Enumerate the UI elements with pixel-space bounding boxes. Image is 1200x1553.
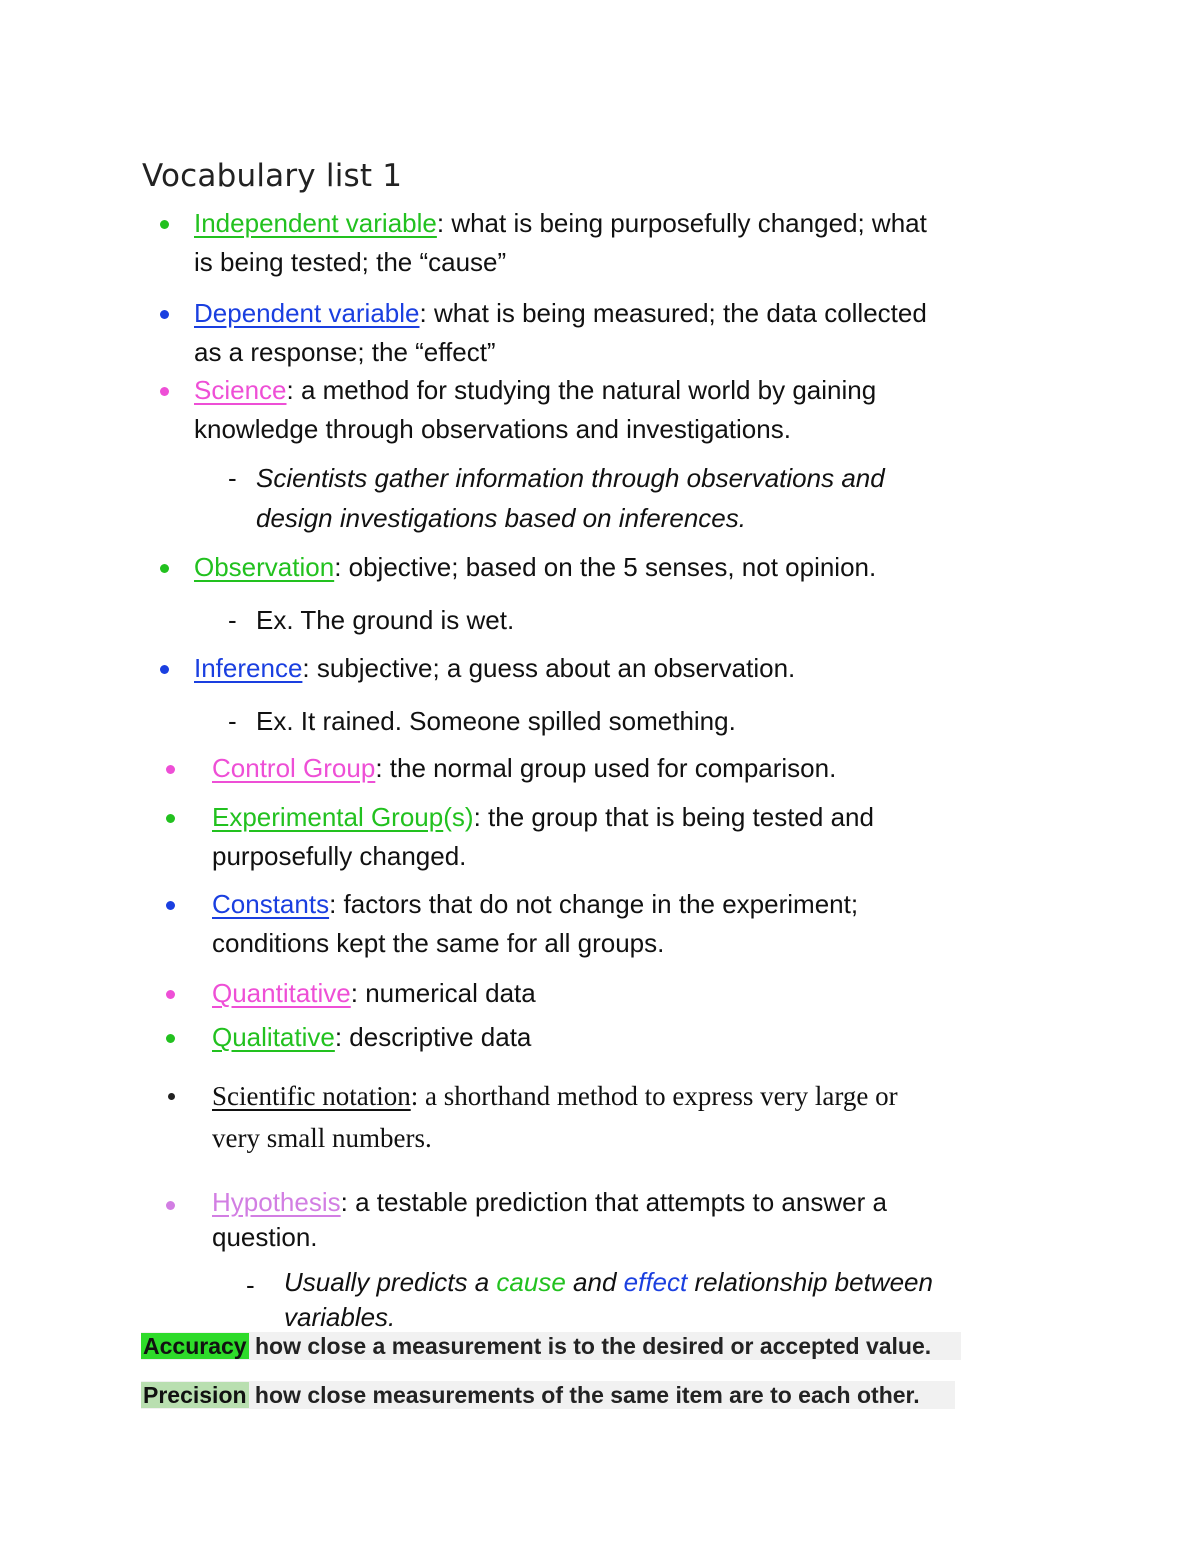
bullet-icon [160,564,169,573]
term-hypothesis: Hypothesis [212,1187,341,1217]
document-title: Vocabulary list 1 [142,158,403,194]
accuracy-definition: Accuracy how close a measurement is to the desired or accepted value. [141,1332,961,1360]
bullet-icon [160,310,169,319]
bullet-icon [166,765,175,774]
bullet-icon [160,220,169,229]
observation-example: Ex. The ground is wet. [256,605,515,635]
list-item: Constants: factors that do not change in the experiment; conditions kept the same for all groups. [212,889,859,958]
note-dash: - [228,605,237,635]
term-quantitative: Quantitative [212,978,351,1008]
term-inference: Inference [194,653,303,683]
list-item: Observation: objective; based on the 5 senses, not opinion. [194,552,877,582]
list-item: Experimental Group(s): the group that is being tested and purposefully changed. [212,802,874,871]
note-dash: - [228,706,237,736]
list-item: Inference: subjective; a guess about an observation. [194,653,796,683]
term-experimental-group: Experimental Group [212,802,444,832]
term-independent-variable: Independent variable [194,208,437,238]
science-note: Scientists gather information through observations and design investigations based on inferences. [256,463,885,533]
list-item: Qualitative: descriptive data [212,1022,532,1052]
bullet-icon [166,814,175,823]
list-item: Scientific notation: a shorthand method to express very large or very small numbers. [212,1081,898,1153]
precision-term: Precision [143,1382,247,1408]
term-qualitative: Qualitative [212,1022,335,1052]
term-scientific-notation: Scientific notation [212,1081,411,1111]
bullet-icon [166,1201,175,1210]
list-item: Hypothesis: a testable prediction that attempts to answer a question. [212,1187,887,1252]
bullet-icon [160,665,169,674]
hypothesis-note: Usually predicts a cause and effect relationship between variables. [284,1267,933,1332]
list-item: Science: a method for studying the natural world by gaining knowledge through observations and investigations. [194,375,877,444]
list-item: Control Group: the normal group used for comparison. [212,753,837,783]
precision-definition: Precision how close measurements of the same item are to each other. [141,1381,955,1409]
list-item: Quantitative: numerical data [212,978,536,1008]
note-dash: - [228,463,237,493]
note-dash: - [246,1270,255,1300]
term-observation: Observation [194,552,335,582]
inference-example: Ex. It rained. Someone spilled something. [256,706,736,736]
accuracy-term: Accuracy [143,1333,247,1359]
term-constants: Constants [212,889,330,919]
bullet-icon [168,1093,175,1100]
bullet-icon [166,990,175,999]
bullet-icon [166,1034,175,1043]
term-dependent-variable: Dependent variable [194,298,420,328]
bullet-icon [160,387,169,396]
list-item: Dependent variable: what is being measured; the data collected as a response; the “effect” [194,298,927,367]
bullet-icon [166,901,175,910]
term-control-group: Control Group [212,753,376,783]
term-science: Science [194,375,287,405]
list-item: Independent variable: what is being purposefully changed; what is being tested; the “cause” [194,208,927,277]
